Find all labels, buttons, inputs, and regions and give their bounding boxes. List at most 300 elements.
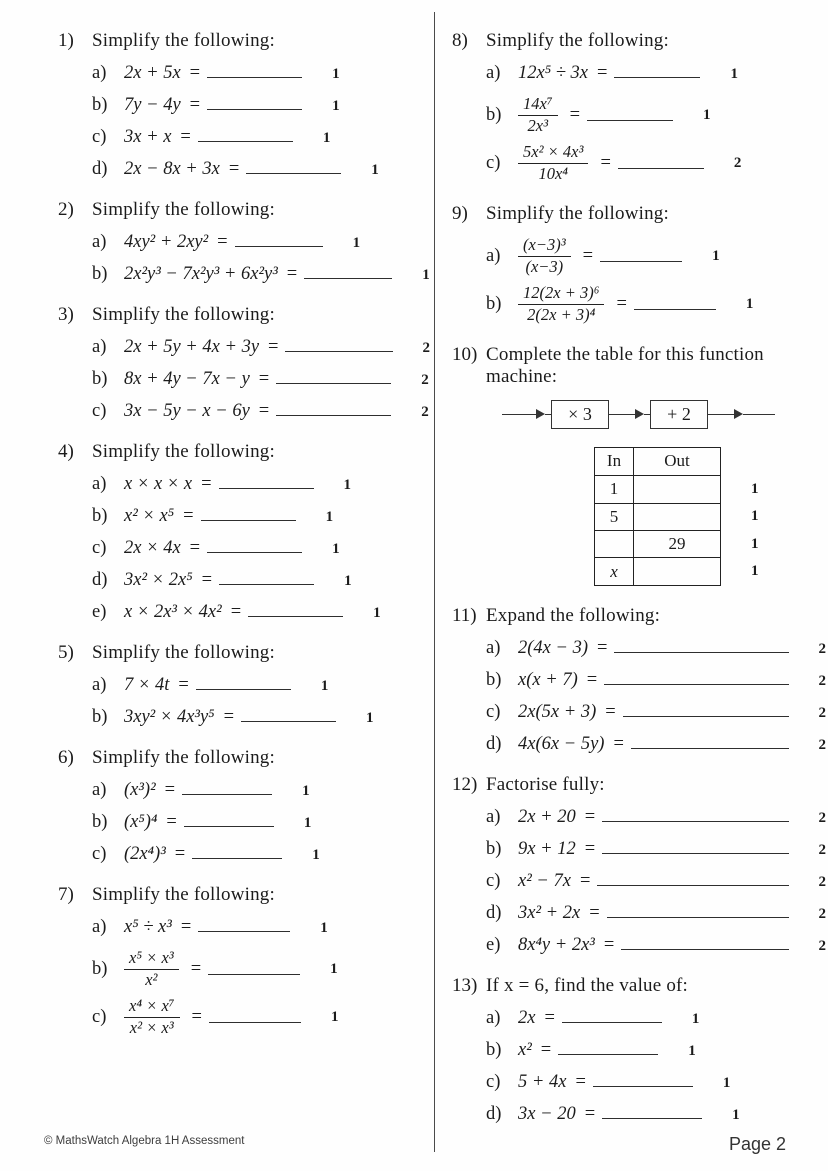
equals-sign: = [230,602,242,622]
equals-sign: = [600,152,611,173]
part-label: c) [486,1071,501,1092]
marks-badge: 2 [422,340,430,356]
part-label: c) [92,1006,107,1027]
part-label: e) [486,934,501,955]
fraction-denominator: 10x⁴ [538,163,568,183]
math-expression: 3x² + 2x [518,902,581,923]
question-part [92,538,430,559]
answer-blank [246,169,341,174]
equals-sign: = [613,733,624,754]
question-parts [92,474,430,623]
fraction [518,95,558,136]
question-part [92,506,430,527]
marks-badge: 2 [421,372,429,388]
question-part [92,63,430,84]
part-label: c) [92,844,107,864]
table-marks-spacer [751,447,759,476]
equals-sign: = [579,870,591,891]
marks-badge: 1 [320,678,329,694]
answer-blank [623,712,789,717]
part-label: c) [92,127,107,147]
math-expression: 5 + 4x [518,1071,567,1092]
question-header [452,203,826,225]
question-part [486,871,826,892]
answer-blank [607,913,789,918]
question-number: 13) [452,974,478,996]
answer-blank [562,1018,662,1023]
answer-blank [276,411,391,416]
marks-badge: 1 [691,1010,700,1027]
math-expression: 9x + 12 [518,838,576,859]
part-label: e) [92,602,107,622]
answer-blank [207,548,302,553]
question [452,774,826,956]
answer-blank [276,379,391,384]
equals-sign: = [605,701,616,722]
question-number: 3) [58,304,74,325]
marks-badge: 1 [312,847,320,863]
math-expression: 7y − 4y [124,95,181,115]
fraction [518,284,604,325]
answer-blank [634,305,716,310]
question [58,199,430,285]
part-label: b) [92,707,108,727]
equals-sign: = [258,401,270,421]
marks-badge: 1 [330,1008,339,1025]
part-label: d) [92,570,108,590]
marks-badge: 1 [302,783,310,799]
math-expression: x² [518,1039,532,1060]
equals-sign: = [584,806,596,827]
math-expression: 8x + 4y − 7x − y [124,369,250,389]
answer-blank [600,257,682,262]
question [58,30,430,180]
table-cell-in [595,530,634,557]
part-label: b) [92,369,108,389]
answer-blank [209,1018,301,1023]
marks-badge: 2 [818,736,826,753]
part-label: a) [486,637,501,658]
question-heading: Simplify the following: [92,30,275,51]
question-part [92,232,430,253]
question-part [486,236,826,277]
math-expression: x⁵ ÷ x³ [124,917,172,937]
fraction-numerator: 5x² × 4x³ [518,143,588,164]
question-part [486,839,826,860]
question-part [92,95,430,116]
math-expression: (x³)² [124,780,156,800]
question-header [58,642,430,664]
answer-blank [614,73,700,78]
fraction-numerator: x⁵ × x³ [124,949,179,970]
question-header [452,605,826,627]
equals-sign: = [258,369,270,389]
answer-blank [614,648,788,653]
question [58,441,430,623]
question-part [92,949,430,990]
equals-sign: = [586,669,598,690]
function-machine [502,400,826,429]
fraction-numerator: 12(2x + 3)⁶ [518,284,604,305]
part-label: a) [486,245,501,266]
answer-blank [618,164,704,169]
question-number: 1) [58,30,74,51]
marks-badge: 2 [818,640,826,657]
marks-badge: 1 [332,66,340,82]
table-row [595,503,721,530]
part-label: a) [92,675,107,695]
marks-badge: 1 [373,605,381,621]
answer-blank [219,484,314,489]
question-part [92,997,430,1038]
question-part [486,1040,826,1061]
math-expression: x × x × x [124,474,193,494]
fraction-denominator: x² × x³ [129,1017,174,1037]
question-part [92,264,430,285]
question-part [92,780,430,801]
math-expression: 12x⁵ ÷ 3x [518,63,589,83]
io-table [594,447,721,586]
column-divider [434,12,435,1152]
part-label: b) [92,506,108,526]
marks-badge: 1 [325,509,334,525]
marks-badge: 1 [332,541,340,557]
part-label: d) [486,902,502,923]
answer-blank [602,817,788,822]
math-expression: 3x + x [124,127,172,147]
fraction-denominator: (x−3) [525,256,564,276]
part-label: a) [92,63,107,83]
marks-badge: 2 [818,809,826,826]
equals-sign: = [584,1103,596,1124]
question-part [486,1008,826,1029]
marks-badge: 2 [733,154,742,171]
marks-badge: 1 [751,535,759,552]
marks-badge: 1 [366,710,374,726]
equals-sign: = [569,104,580,125]
part-label: a) [92,474,107,494]
table-header-cell: Out [634,447,721,475]
question-part [486,734,826,755]
equals-sign: = [174,844,186,864]
math-expression: 7 × 4t [124,675,170,695]
answer-blank [207,73,302,78]
equals-sign: = [582,245,594,266]
question-header [58,304,430,326]
arrow-icon [536,409,545,419]
question-heading: Simplify the following: [92,441,275,462]
answer-blank [597,881,788,886]
question-part [92,602,430,623]
equals-sign: = [616,293,627,314]
answer-blank [602,1114,702,1119]
answer-blank [219,580,314,585]
equals-sign: = [228,159,240,179]
equals-sign: = [544,1007,555,1028]
equals-sign: = [180,917,192,937]
fraction-denominator: 2x³ [527,115,549,135]
math-expression: 3x − 5y − x − 6y [124,401,250,421]
math-expression: 2x(5x + 3) [518,701,597,722]
fraction-denominator: 2(2x + 3)⁴ [527,304,596,324]
answer-blank [621,945,788,950]
math-expression: 4xy² + 2xy² [124,232,209,252]
question-part [486,903,826,924]
equals-sign: = [540,1039,552,1060]
question-heading: Simplify the following: [92,747,275,768]
math-expression: 2x [518,1007,536,1028]
math-expression: (2x⁴)³ [124,844,166,864]
answer-blank [207,105,302,110]
arrow-icon [734,409,743,419]
answer-blank [631,744,789,749]
equals-sign: = [201,474,212,494]
part-label: a) [486,63,501,83]
part-label: b) [486,669,502,690]
answer-blank [593,1082,693,1087]
part-label: c) [92,538,107,558]
marks-badge: 2 [818,937,826,954]
answer-blank [208,970,300,975]
part-label: b) [92,812,108,832]
equals-sign: = [268,337,279,357]
machine-line [609,414,635,416]
marks-badge: 1 [332,98,340,114]
math-expression: 2x²y³ − 7x²y³ + 6x²y³ [124,264,278,284]
question [58,642,430,728]
math-expression: (x⁵)⁴ [124,812,158,832]
equals-sign: = [286,264,298,284]
table-header-cell: In [595,447,634,475]
marks-badge: 1 [343,477,352,493]
question-part [486,807,826,828]
fraction-numerator: 14x⁷ [518,95,558,116]
question-part [486,63,826,84]
math-expression: 3xy² × 4x³y⁵ [124,707,215,727]
answer-blank [587,116,673,121]
part-label: a) [92,337,107,357]
part-label: b) [486,293,502,314]
equals-sign: = [597,63,608,83]
machine-line [708,414,734,416]
question-heading: Factorise fully: [486,773,605,795]
question-part [92,401,430,422]
marks-badge: 1 [352,235,361,251]
question-part [92,707,430,728]
marks-badge: 1 [730,66,738,82]
question-heading: Simplify the following: [92,199,275,220]
answer-blank [241,717,336,722]
question-heading: Simplify the following: [92,884,275,905]
answer-blank [235,242,323,247]
question-part [92,917,430,938]
answer-blank [602,849,788,854]
question [58,884,430,1038]
table-cell-out: 29 [634,530,721,557]
part-label: b) [486,838,502,859]
question-heading: Expand the following: [486,604,661,626]
question-heading: Complete the table for this function machine: [486,343,764,387]
equals-sign: = [189,95,201,115]
equals-sign: = [189,538,201,558]
marks-badge: 2 [818,873,826,890]
question-number: 2) [58,199,74,220]
equals-sign: = [178,675,189,695]
answer-blank [304,274,392,279]
math-expression: 2x + 5y + 4x + 3y [124,337,260,357]
equals-sign: = [603,934,615,955]
equals-sign: = [190,958,202,979]
question-part [486,670,826,691]
part-label: c) [92,401,107,421]
question-part [486,95,826,136]
fraction [518,143,588,184]
question-part [486,284,826,325]
math-expression: 8x⁴y + 2x³ [518,934,595,955]
part-label: b) [92,264,108,284]
question [58,304,430,422]
math-expression: x(x + 7) [518,669,578,690]
fraction [124,997,180,1038]
question-parts [92,63,430,180]
part-label: d) [92,159,108,179]
question-heading: Simplify the following: [92,642,275,663]
question-part [486,1104,826,1125]
question-part [486,638,826,659]
equals-sign: = [575,1071,586,1092]
arrow-icon [635,409,644,419]
question-part [92,369,430,390]
question-header [58,199,430,221]
question-number: 7) [58,884,74,905]
answer-blank [198,927,290,932]
table-cell-out [634,558,721,585]
question-parts [486,63,826,184]
question-header [452,30,826,52]
question-part [92,844,430,865]
question-part [92,127,430,148]
part-label: b) [486,104,502,125]
marks-badge: 2 [421,404,429,420]
answer-blank [285,347,392,352]
marks-badge: 1 [745,295,754,312]
page-number: Page 2 [728,1134,786,1154]
fraction-numerator: (x−3)³ [518,236,571,257]
question-parts [486,638,826,755]
marks-badge: 1 [751,508,759,525]
math-expression: x × 2x³ × 4x² [124,602,222,622]
question [58,747,430,865]
marks-badge: 1 [703,106,711,123]
question-number: 4) [58,441,74,462]
part-label: c) [486,870,501,891]
part-label: c) [486,701,501,722]
question-header [58,441,430,463]
fraction [124,949,179,990]
math-expression: x² × x⁵ [124,506,175,526]
math-expression: 2x × 4x [124,538,181,558]
part-label: d) [486,733,502,754]
marks-badge: 1 [330,960,338,977]
table-cell-in: 5 [595,503,634,530]
math-expression: 3x − 20 [518,1103,576,1124]
question-number: 6) [58,747,74,768]
answer-blank [201,516,296,521]
marks-badge: 1 [732,1106,740,1123]
table-cell-out [634,476,721,503]
equals-sign: = [189,63,201,83]
left-column [58,30,430,1057]
part-label: d) [486,1103,502,1124]
question-part [486,1072,826,1093]
question-header [452,344,826,388]
question-parts [92,337,430,422]
machine-line [502,414,536,416]
equals-sign: = [164,780,176,800]
question [452,30,826,184]
marks-badge: 1 [751,563,759,580]
marks-badge: 1 [303,815,312,831]
question-parts [92,675,430,728]
question [452,605,826,755]
question-header [58,884,430,906]
math-expression: 2x − 8x + 3x [124,159,220,179]
question-heading: Simplify the following: [92,304,275,325]
equals-sign: = [183,506,194,526]
table-cell-in: x [595,558,634,585]
answer-blank [248,612,343,617]
marks-badge: 2 [818,905,826,922]
answer-blank [184,822,274,827]
fraction-denominator: x² [145,969,158,989]
table-marks-column [751,447,759,586]
question-parts [486,807,826,956]
question-number: 11) [452,604,477,626]
question-header [58,747,430,769]
machine-box: + 2 [650,400,708,429]
answer-blank [198,137,293,142]
answer-blank [182,790,272,795]
question-heading: Simplify the following: [486,30,669,51]
question-parts [92,232,430,285]
answer-blank [192,854,282,859]
part-label: b) [92,95,108,115]
equals-sign: = [166,812,177,832]
question-parts [486,236,826,325]
question [452,344,826,586]
question-header [452,774,826,796]
question [452,975,826,1125]
math-expression: 2(4x − 3) [518,637,589,658]
question-parts [92,780,430,865]
math-expression: 2x + 20 [518,806,576,827]
part-label: a) [92,232,107,252]
math-expression: 2x + 5x [124,63,181,83]
part-label: c) [486,152,501,173]
machine-box: × 3 [551,400,609,429]
question-number: 9) [452,202,468,224]
question-number: 5) [58,642,74,663]
footer-copyright: © MathsWatch Algebra 1H Assessment [44,1135,245,1147]
question-part [486,143,826,184]
equals-sign: = [191,1006,202,1027]
table-cell-out [634,503,721,530]
marks-badge: 1 [322,130,331,146]
marks-badge: 1 [371,162,379,178]
math-expression: x² − 7x [518,870,571,891]
marks-badge: 1 [751,480,759,497]
question-part [486,935,826,956]
